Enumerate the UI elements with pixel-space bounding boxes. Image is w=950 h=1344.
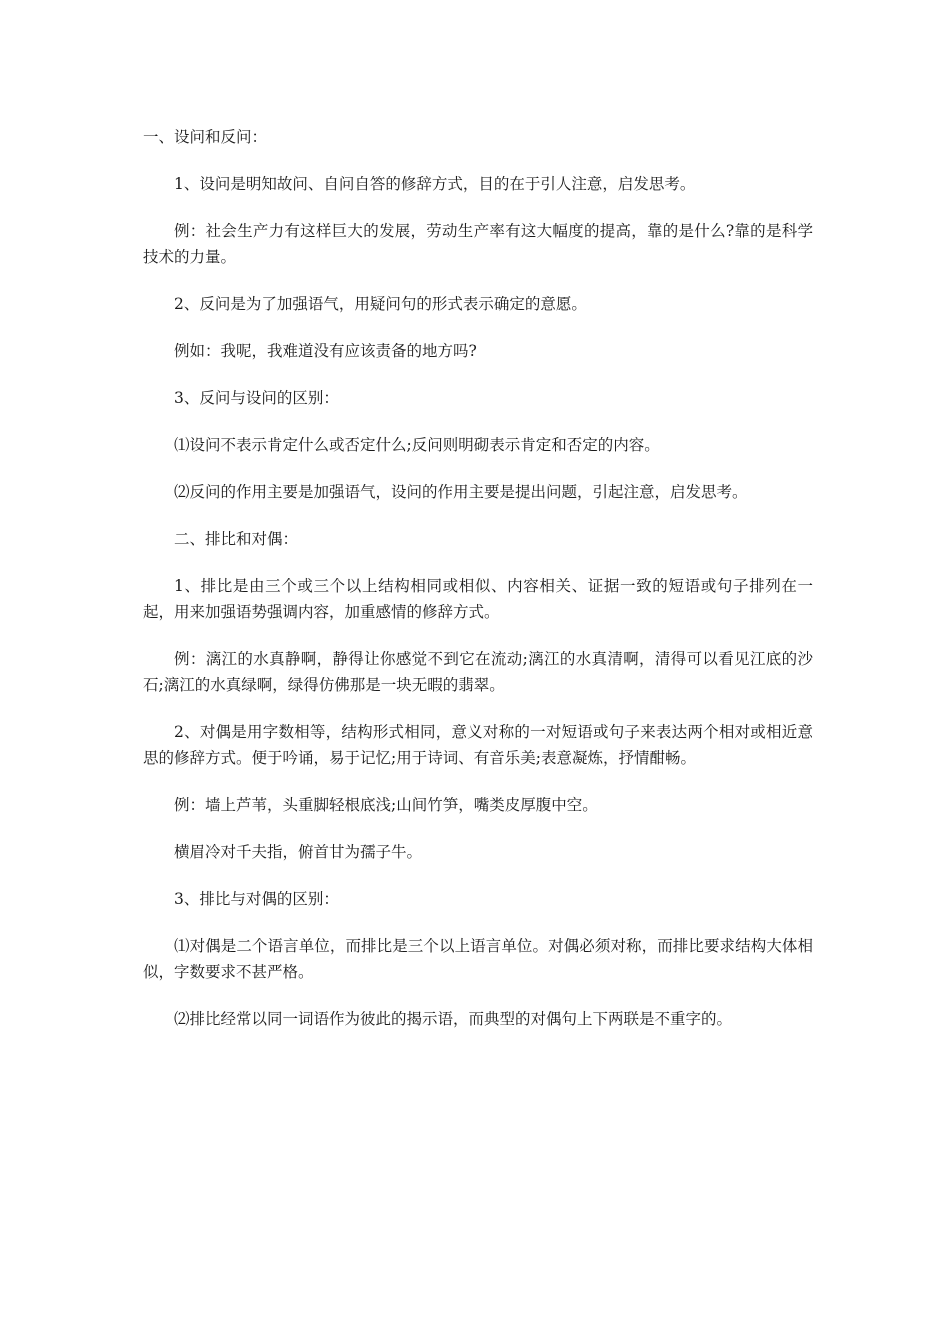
- paragraph: 1、排比是由三个或三个以上结构相同或相似、内容相关、证据一致的短语或句子排列在一起，用来加强语势强调内容，加重感情的修辞方式。: [143, 577, 813, 621]
- section-heading-1: 一、设问和反问：: [143, 128, 268, 146]
- list-item: ⑴设问不表示肯定什么或否定什么;反问则明砌表示肯定和否定的内容。: [174, 436, 660, 454]
- list-item: ⑵反问的作用主要是加强语气，设问的作用主要是提出问题，引起注意，启发思考。: [174, 483, 748, 501]
- paragraph: 2、对偶是用字数相等，结构形式相同，意义对称的一对短语或句子来表达两个相对或相近意思的修辞方式。便于吟诵，易于记忆;用于诗词、有音乐美;表意凝炼，抒情酣畅。: [143, 723, 813, 767]
- list-item: ⑴对偶是二个语言单位，而排比是三个以上语言单位。对偶必须对称，而排比要求结构大体相似，字数要求不甚严格。: [143, 937, 813, 981]
- document-body: [143, 124, 813, 1053]
- example-paragraph: 横眉冷对千夫指，俯首甘为孺子牛。: [174, 843, 423, 861]
- subheading: 3、反问与设问的区别：: [174, 389, 339, 407]
- example-paragraph: 例：社会生产力有这样巨大的发展，劳动生产率有这大幅度的提高，靠的是什么?靠的是科学技术的力量。: [143, 222, 813, 266]
- list-item: ⑵排比经常以同一词语作为彼此的揭示语，而典型的对偶句上下两联是不重字的。: [174, 1010, 733, 1028]
- section-heading-2: 二、排比和对偶：: [174, 530, 299, 548]
- paragraph: 1、设问是明知故问、自问自答的修辞方式，目的在于引人注意，启发思考。: [174, 175, 696, 193]
- example-paragraph: 例：墙上芦苇，头重脚轻根底浅;山间竹笋，嘴类皮厚腹中空。: [174, 796, 598, 814]
- example-paragraph: 例如：我呢，我难道没有应该责备的地方吗?: [174, 342, 477, 360]
- subheading: 3、排比与对偶的区别：: [174, 890, 339, 908]
- paragraph: 2、反问是为了加强语气，用疑问句的形式表示确定的意愿。: [174, 295, 587, 313]
- example-paragraph: 例：漓江的水真静啊，静得让你感觉不到它在流动;漓江的水真清啊，清得可以看见江底的沙石;漓江的水真绿啊，绿得仿佛那是一块无暇的翡翠。: [143, 650, 813, 694]
